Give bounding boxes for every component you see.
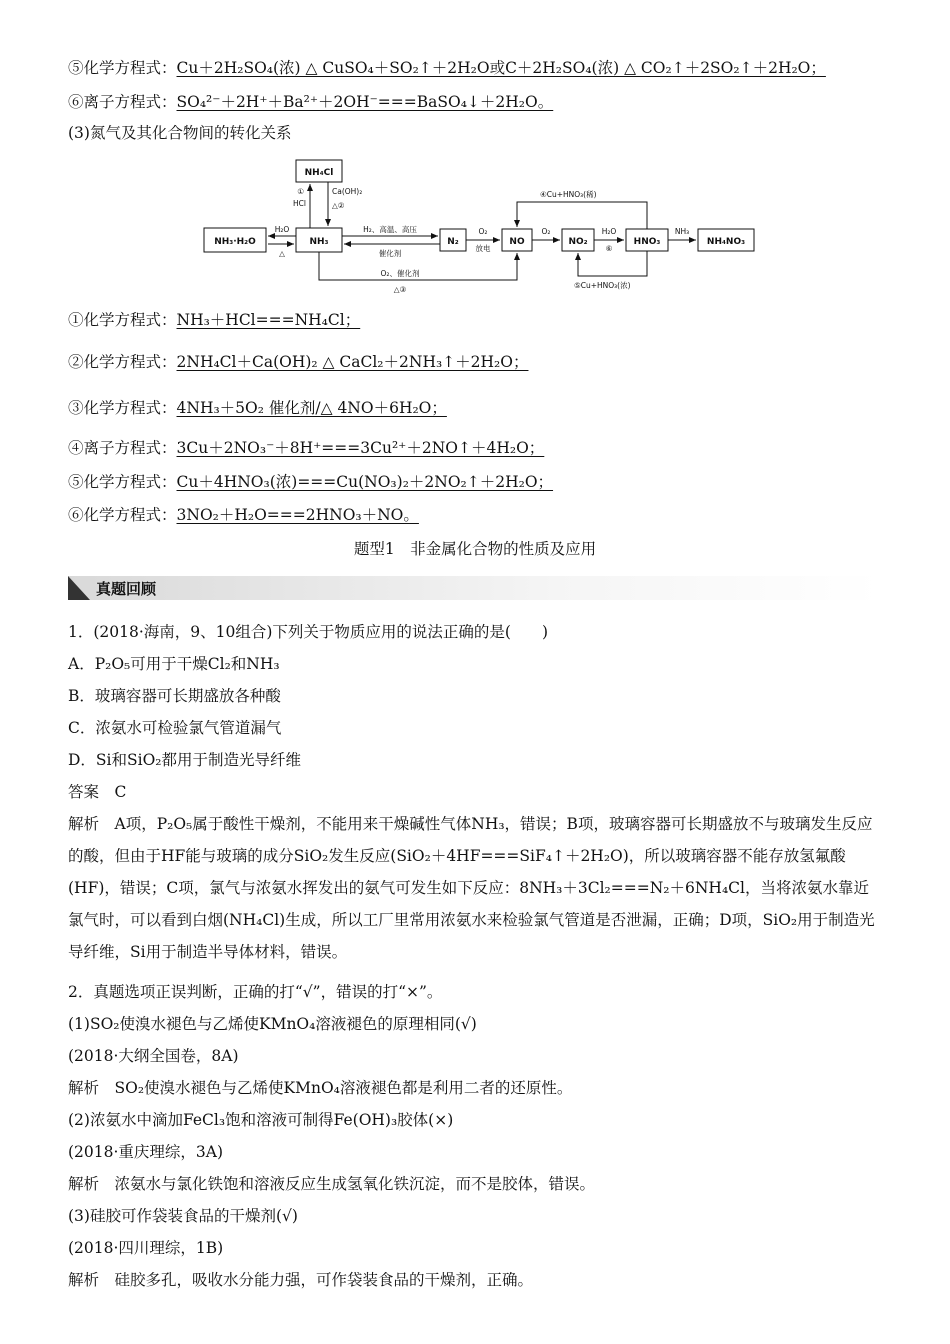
- question-stem: 1．(2018·海南，9、10组合)下列关于物质应用的说法正确的是( ): [68, 623, 549, 641]
- equation-label: ⑥化学方程式：: [68, 506, 177, 524]
- option-c: C．浓氨水可检验氯气管道漏气: [68, 719, 282, 737]
- equation-n-4: [68, 438, 544, 458]
- equation-label: ④离子方程式：: [68, 439, 177, 457]
- equation-label: ⑤化学方程式：: [68, 59, 177, 77]
- equation-label: ⑤化学方程式：: [68, 473, 177, 491]
- question-1: [68, 616, 880, 968]
- node-no: NO: [509, 237, 525, 247]
- equation-label: ⑥离子方程式：: [68, 93, 177, 111]
- equation-6-top: [68, 92, 553, 112]
- answer: 答案 C: [68, 783, 127, 801]
- item-1-analysis: 解析 SO₂使溴水褪色与乙烯使KMnO₄溶液褪色都是利用二者的还原性。: [68, 1079, 573, 1097]
- item-2-analysis: 解析 浓氨水与氯化铁饱和溶液反应生成氢氧化铁沉淀，而不是胶体，错误。: [68, 1175, 596, 1193]
- label-h2-condition: H₂、高温、高压: [363, 225, 417, 234]
- label-step1: ①: [297, 187, 304, 196]
- equation-label: ③化学方程式：: [68, 399, 177, 417]
- section-triangle-icon: [68, 576, 90, 600]
- analysis: 解析 A项，P₂O₅属于酸性干燥剂，不能用来干燥碱性气体NH₃，错误；B项，玻璃容器可长期盛放不与玻璃发生反应的酸，但由于HF能与玻璃的成分SiO₂发生反应(SiO₂＋4HF===SiF₄↑＋2H₂O)，所以玻璃容器不能存放氢氟酸(HF)，错误；C项，氯气与浓氨水挥发出的氨气可发生如下反应：8NH₃＋3Cl₂===N₂＋6NH₄Cl，当将浓氨水靠近氯气时，可以看到白烟(NH₄Cl)生成，所以工厂里常用浓氨水来检验氯气管道是否泄漏，正确；D项，SiO₂用于制造光导纤维，Si用于制造半导体材料，错误。: [68, 815, 875, 961]
- label-h2o-6: H₂O: [601, 227, 617, 236]
- equation-5-top: [68, 58, 826, 78]
- label-step3: △③: [393, 285, 407, 294]
- equation-text: SO₄²⁻＋2H⁺＋Ba²⁺＋2OH⁻===BaSO₄↓＋2H₂O。: [176, 93, 554, 111]
- option-a: A．P₂O₅可用于干燥Cl₂和NH₃: [68, 655, 280, 673]
- section-3-title: (3)氮气及其化合物间的转化关系: [68, 124, 292, 142]
- label-o2-catalyst: O₂、催化剂: [380, 269, 420, 278]
- node-no2: NO₂: [568, 237, 588, 247]
- item-1-source: (2018·大纲全国卷，8A): [68, 1047, 239, 1065]
- equation-text: 4NH₃＋5O₂ 催化剂/△ 4NO＋6H₂O；: [176, 399, 447, 417]
- item-1-question: (1)SO₂使溴水褪色与乙烯使KMnO₄溶液褪色的原理相同(√): [68, 1015, 477, 1033]
- nitrogen-conversion-diagram: [200, 150, 760, 300]
- question-stem: 2．真题选项正误判断，正确的打“√”，错误的打“×”。: [68, 983, 443, 1001]
- equation-text: 2NH₄Cl＋Ca(OH)₂ △ CaCl₂＋2NH₃↑＋2H₂O；: [176, 353, 529, 371]
- node-nh3: NH₃: [309, 237, 329, 247]
- item-2-question: (2)浓氨水中滴加FeCl₃饱和溶液可制得Fe(OH)₃胶体(×): [68, 1111, 454, 1129]
- label-hcl: HCl: [293, 199, 306, 208]
- label-o2-2: O₂: [541, 227, 551, 236]
- topic-caption: 题型1 非金属化合物的性质及应用: [353, 540, 597, 558]
- item-3-question: (3)硅胶可作袋装食品的干燥剂(√): [68, 1207, 298, 1225]
- label-step6: ⑥: [605, 244, 613, 253]
- equation-n-1: [68, 310, 360, 330]
- item-2-source: (2018·重庆理综，3A): [68, 1143, 224, 1161]
- equation-n-2: [68, 352, 528, 372]
- section-header-title: 真题回顾: [96, 580, 157, 598]
- node-n2: N₂: [447, 237, 459, 247]
- label-step2: △②: [332, 201, 345, 210]
- label-discharge: 放电: [475, 244, 491, 253]
- label-caoh2: Ca(OH)₂: [332, 187, 363, 196]
- equation-text: Cu＋2H₂SO₄(浓) △ CuSO₄＋SO₂↑＋2H₂O或C＋2H₂SO₄(浓) △ CO₂↑＋2SO₂↑＋2H₂O；: [176, 59, 826, 77]
- equation-n-3: [68, 398, 447, 418]
- node-nh4cl: NH₄Cl: [304, 168, 334, 178]
- equation-label: ②化学方程式：: [68, 353, 177, 371]
- equation-n-6: [68, 505, 419, 525]
- label-catalyst: 催化剂: [378, 249, 402, 258]
- label-step4: ④Cu+HNO₃(稀): [540, 190, 597, 199]
- section-header: [68, 576, 880, 600]
- option-d: D．Si和SiO₂都用于制造光导纤维: [68, 751, 302, 769]
- item-3-analysis: 解析 硅胶多孔，吸收水分能力强，可作袋装食品的干燥剂，正确。: [68, 1271, 534, 1289]
- equation-text: Cu＋4HNO₃(浓)===Cu(NO₃)₂＋2NO₂↑＋2H₂O；: [176, 473, 554, 491]
- node-hno3: HNO₃: [633, 237, 661, 247]
- label-h2o: H₂O: [274, 225, 290, 234]
- node-nh4no3: NH₄NO₃: [706, 237, 746, 247]
- question-2: [68, 976, 880, 1296]
- equation-text: 3NO₂＋H₂O===2HNO₃＋NO。: [176, 506, 419, 524]
- label-step5: ⑤Cu+HNO₃(浓): [574, 281, 631, 290]
- label-o2-1: O₂: [478, 227, 488, 236]
- equation-n-5: [68, 472, 553, 492]
- option-b: B．玻璃容器可长期盛放各种酸: [68, 687, 281, 705]
- item-3-source: (2018·四川理综，1B): [68, 1239, 224, 1257]
- node-nh3h2o: NH₃·H₂O: [214, 237, 256, 247]
- equation-text: NH₃＋HCl===NH₄Cl；: [176, 311, 361, 329]
- equation-label: ①化学方程式：: [68, 311, 177, 329]
- label-nh3-arrow: NH₃: [674, 227, 690, 236]
- equation-text: 3Cu＋2NO₃⁻＋8H⁺===3Cu²⁺＋2NO↑＋4H₂O；: [176, 439, 545, 457]
- label-heat: △: [279, 249, 285, 258]
